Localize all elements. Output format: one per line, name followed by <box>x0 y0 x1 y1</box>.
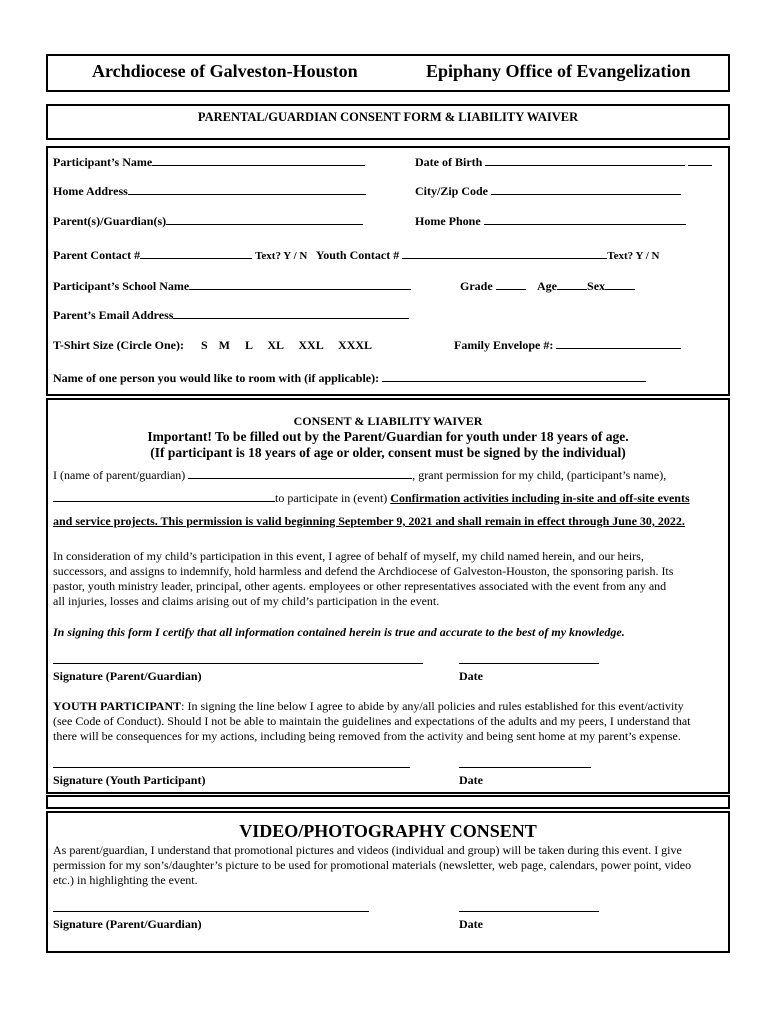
parent-contact-field[interactable] <box>140 258 252 259</box>
parents-field[interactable] <box>166 224 363 225</box>
participant-name-consent-field[interactable] <box>53 501 275 502</box>
youth-paragraph: YOUTH PARTICIPANT: In signing the line below I agree to abide by any/all policies and rules established for this event/activity (see Code of Conduct). Should I not be able to maintain the guidelines and expectations of the adults and my peers, I understand that there will be consequences for my actions, including being removed from the activity and being sent home at my parent’s expense. <box>53 699 691 743</box>
sex-field[interactable] <box>605 289 635 290</box>
home-address-label: Home Address <box>53 184 366 199</box>
tshirt-size-xl[interactable]: XL <box>267 338 284 352</box>
age-field[interactable] <box>557 289 587 290</box>
city-zip-label: City/Zip Code <box>415 184 681 199</box>
grade-field[interactable] <box>496 289 526 290</box>
video-date-label: Date <box>459 917 483 931</box>
event-name: Confirmation activities including in-site and off-site events <box>390 491 690 505</box>
youth-date-line[interactable] <box>459 767 591 768</box>
tshirt-row: T-Shirt Size (Circle One): S M L XL XXL XXXL <box>53 338 373 352</box>
parent-signature-line[interactable] <box>53 663 423 664</box>
home-phone-field[interactable] <box>484 224 686 225</box>
home-address-field[interactable] <box>128 194 366 195</box>
consent-title: CONSENT & LIABILITY WAIVER <box>293 414 483 428</box>
grade-age-sex: Grade Age Sex <box>460 279 635 294</box>
consent-paragraph: In consideration of my child’s participation in this event, I agree of behalf of myself, my child named herein, and our heirs, successors, and assigns to indemnify, hold harmless and defend the Archdiocese of Galveston-Houston, the sponsoring parish. Its pastor, youth ministry leader, principal, other agents. employees or other representatives associated with the event from any and all injuries, losses and claims arising out of my child’s participation in the event. <box>53 549 674 608</box>
participant-name-label: Participant’s Name <box>53 155 365 170</box>
home-phone-label: Home Phone <box>415 214 686 229</box>
participant-name-field[interactable] <box>152 165 365 166</box>
parent-contact-row: Parent Contact # Text? Y / N Youth Contact # Text? Y / N <box>53 248 660 262</box>
tshirt-size-m[interactable]: M <box>218 338 230 352</box>
header-left: Archdiocese of Galveston-Houston <box>92 61 358 81</box>
important-line-1: Important! To be filled out by the Parent/Guardian for youth under 18 years of age. <box>147 429 629 444</box>
important-line-2: (If participant is 18 years of age or older, consent must be signed by the individual) <box>150 445 626 460</box>
certify-text: In signing this form I certify that all information contained herein is true and accurate to the best of my knowledge. <box>53 625 625 639</box>
roommate-field[interactable] <box>382 381 646 382</box>
parent-name-field[interactable] <box>188 478 412 479</box>
video-title: VIDEO/PHOTOGRAPHY CONSENT <box>239 821 537 841</box>
video-signature-label: Signature (Parent/Guardian) <box>53 917 202 931</box>
youth-signature-label: Signature (Youth Participant) <box>53 773 206 787</box>
parent-email-field[interactable] <box>173 318 409 319</box>
school-name-field[interactable] <box>189 289 411 290</box>
consent-line-3: and service projects. This permission is valid beginning September 9, 2021 and shall remain in effect through June 30, 2022. <box>53 514 685 528</box>
video-signature-line[interactable] <box>53 911 369 912</box>
roommate-label: Name of one person you would like to room with (if applicable): <box>53 371 646 386</box>
tshirt-size-l[interactable]: L <box>245 338 253 352</box>
youth-signature-line[interactable] <box>53 767 410 768</box>
family-envelope-label: Family Envelope #: <box>454 338 681 353</box>
tshirt-size-xxxl[interactable]: XXXL <box>338 338 373 352</box>
dob-field[interactable] <box>485 165 685 166</box>
parent-signature-label: Signature (Parent/Guardian) <box>53 669 202 683</box>
date-label-2: Date <box>459 773 483 787</box>
date-label-1: Date <box>459 669 483 683</box>
form-title: PARENTAL/GUARDIAN CONSENT FORM & LIABILITY WAIVER <box>197 110 579 124</box>
school-name-label: Participant’s School Name <box>53 279 411 294</box>
video-paragraph: As parent/guardian, I understand that promotional pictures and videos (individual and group) will be taken during this event. I give permission for my son’s/daughter’s picture to be used for promotional materials (newsletter, web page, calendars, power point, video etc.) in highlighting the event. <box>53 843 692 887</box>
text-yn-2[interactable]: Text? Y / N <box>607 250 660 262</box>
tshirt-size-xxl[interactable]: XXL <box>298 338 324 352</box>
parent-email-label: Parent’s Email Address <box>53 308 409 323</box>
tshirt-size-s[interactable]: S <box>200 338 208 352</box>
youth-contact-field[interactable] <box>402 258 607 259</box>
consent-line-1: I (name of parent/guardian) , grant permission for my child, (participant’s name), <box>53 468 667 482</box>
video-date-line[interactable] <box>459 911 599 912</box>
parents-label: Parent(s)/Guardian(s) <box>53 214 363 229</box>
text-yn-1[interactable]: Text? Y / N <box>255 250 308 262</box>
city-zip-field[interactable] <box>491 194 681 195</box>
consent-line-2: to participate in (event) Confirmation activities including in-site and off-site events <box>53 491 690 506</box>
header-right: Epiphany Office of Evangelization <box>426 61 691 81</box>
parent-date-line[interactable] <box>459 663 599 664</box>
dob-label: Date of Birth <box>415 155 712 170</box>
divider-strip <box>46 795 730 809</box>
family-envelope-field[interactable] <box>556 348 681 349</box>
